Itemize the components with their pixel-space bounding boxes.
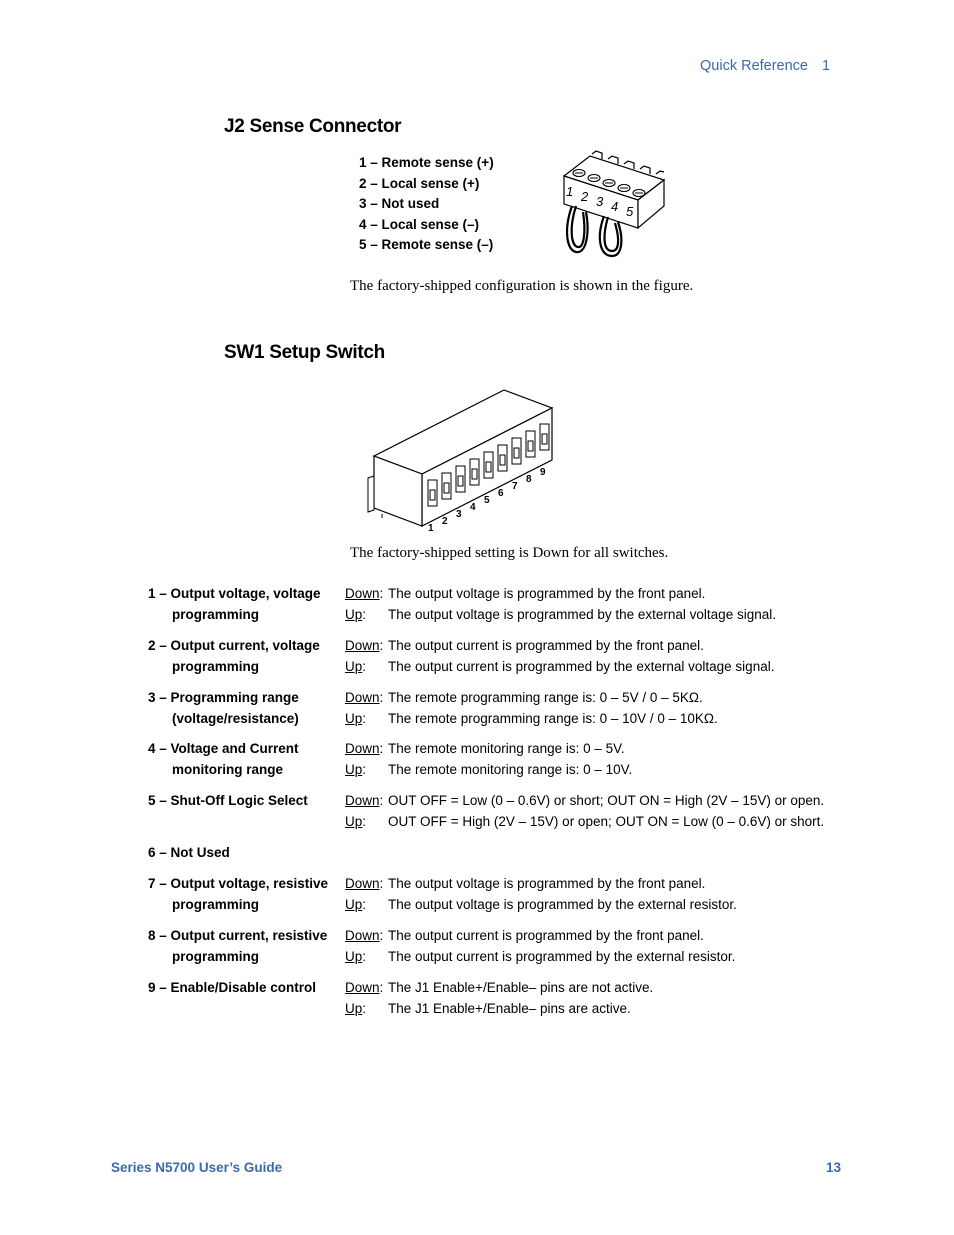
sw1-switch-figure: [364, 386, 564, 534]
j2-pin-4: 4 – Local sense (–): [359, 216, 480, 232]
j2-figure-number-5: 5: [626, 204, 634, 219]
j2-figure-number-4: 4: [611, 199, 619, 214]
sw1-title: SW1 Setup Switch: [224, 342, 385, 363]
switch-label-line2: monitoring range: [172, 761, 283, 777]
up-text: OUT OFF = High (2V – 15V) or open; OUT ON = Low (0 – 0.6V) or short.: [388, 813, 825, 829]
down-key: Down: [345, 638, 380, 653]
j2-figure-number-2: 2: [581, 189, 589, 204]
header-chapter: 1: [822, 58, 831, 74]
sw1-figure-number-3: 3: [456, 509, 462, 520]
down-key: Down: [345, 586, 380, 601]
j2-title: J2 Sense Connector: [224, 116, 402, 137]
up-key: Up: [345, 813, 363, 829]
j2-pin-3: 3 – Not used: [359, 196, 440, 211]
up-text: The remote monitoring range is: 0 – 10V.: [388, 761, 633, 777]
switch-label-line1: 6 – Not Used: [148, 845, 230, 860]
down-key: Down: [345, 876, 380, 891]
up-text: The output voltage is programmed by the external voltage signal.: [388, 606, 776, 622]
switch-label-line1: 8 – Output current, resistive: [148, 928, 328, 943]
j2-pin-list: [359, 153, 494, 256]
up-text: The J1 Enable+/Enable– pins are active.: [388, 1000, 631, 1016]
switch-description: Down: The output voltage is programmed by the front panel. Up: The output voltage is programmed by the external resistor.: [345, 874, 845, 915]
switch-label: [148, 688, 338, 729]
switch-label-line2: (voltage/resistance): [172, 710, 299, 726]
up-key: Up: [345, 606, 363, 622]
switch-label-line1: 7 – Output voltage, resistive: [148, 876, 329, 891]
switch-label: [148, 636, 338, 677]
switch-label: [148, 791, 338, 812]
switch-label: [148, 739, 338, 780]
j2-pin-5: 5 – Remote sense (–): [359, 237, 494, 252]
switch-label: [148, 926, 338, 967]
down-text: The output voltage is programmed by the front panel.: [388, 876, 706, 891]
switch-label-line1: 2 – Output current, voltage: [148, 638, 320, 653]
down-text: The output voltage is programmed by the front panel.: [388, 586, 706, 601]
switch-label-line1: 5 – Shut-Off Logic Select: [148, 793, 308, 808]
switch-label-line2: programming: [172, 606, 260, 622]
switch-description: Down: The output voltage is programmed by the front panel. Up: The output voltage is programmed by the external voltage signal.: [345, 584, 845, 625]
down-text: The output current is programmed by the front panel.: [388, 928, 704, 943]
sw1-figure-number-4: 4: [470, 502, 476, 513]
down-key: Down: [345, 741, 380, 756]
down-key: Down: [345, 928, 380, 943]
down-text: The remote monitoring range is: 0 – 5V.: [388, 741, 625, 756]
up-text: The output current is programmed by the external voltage signal.: [388, 658, 775, 674]
running-header: [700, 58, 850, 74]
switch-label-line1: 3 – Programming range: [148, 690, 299, 705]
j2-pin-2: 2 – Local sense (+): [359, 175, 480, 191]
down-key: Down: [345, 793, 380, 808]
down-key: Down: [345, 690, 380, 705]
down-text: The remote programming range is: 0 – 5V / 0 – 5KΩ.: [388, 690, 703, 705]
switch-description: Down: The remote monitoring range is: 0 – 5V. Up: The remote monitoring range is: 0 – 10V.: [345, 739, 845, 780]
sw1-figure-number-2: 2: [442, 516, 448, 527]
switch-label: [148, 978, 338, 999]
j2-note: The factory-shipped configuration is shown in the figure.: [350, 278, 694, 294]
down-text: The output current is programmed by the front panel.: [388, 638, 704, 653]
switch-description: Down: The output current is programmed by the front panel. Up: The output current is programmed by the external resistor.: [345, 926, 845, 967]
switch-description: Down: OUT OFF = Low (0 – 0.6V) or short; OUT ON = High (2V – 15V) or open. Up: OUT OFF = High (2V – 15V) or open; OUT ON = Low (0 – 0.6V) or short.: [345, 791, 845, 832]
up-text: The output voltage is programmed by the external resistor.: [388, 896, 737, 912]
up-text: The remote programming range is: 0 – 10V / 0 – 10KΩ.: [388, 710, 718, 726]
sw1-note: The factory-shipped setting is Down for all switches.: [350, 545, 669, 561]
footer-page-number: 13: [826, 1160, 842, 1175]
up-key: Up: [345, 710, 363, 726]
down-text: The J1 Enable+/Enable– pins are not active.: [388, 980, 654, 995]
down-text: OUT OFF = Low (0 – 0.6V) or short; OUT ON = High (2V – 15V) or open.: [388, 793, 825, 808]
switch-label: [148, 874, 338, 915]
switch-label-line2: programming: [172, 948, 260, 964]
switch-label-line2: programming: [172, 658, 260, 674]
sw1-figure-number-8: 8: [526, 474, 532, 485]
up-key: Up: [345, 761, 363, 777]
switch-description: Down: The output current is programmed by the front panel. Up: The output current is programmed by the external voltage signal.: [345, 636, 845, 677]
footer-guide-title: Series N5700 User’s Guide: [111, 1160, 283, 1175]
switch-label-line2: programming: [172, 896, 260, 912]
switch-label-line1: 1 – Output voltage, voltage: [148, 586, 321, 601]
sw1-figure-number-6: 6: [498, 488, 504, 499]
j2-pin-1: 1 – Remote sense (+): [359, 155, 494, 170]
sw1-figure-number-1: 1: [428, 523, 434, 534]
switch-description: Down: The J1 Enable+/Enable– pins are not active. Up: The J1 Enable+/Enable– pins are active.: [345, 978, 845, 1019]
up-key: Up: [345, 948, 363, 964]
down-key: Down: [345, 980, 380, 995]
up-key: Up: [345, 896, 363, 912]
switch-description: Down: The remote programming range is: 0 – 5V / 0 – 5KΩ. Up: The remote programming range is: 0 – 10V / 0 – 10KΩ.: [345, 688, 845, 729]
j2-connector-figure: [556, 148, 668, 264]
switch-label: [148, 843, 338, 864]
j2-figure-number-1: 1: [566, 184, 574, 199]
sw1-figure-number-9: 9: [540, 467, 546, 478]
sw1-figure-number-5: 5: [484, 495, 490, 506]
up-text: The output current is programmed by the external resistor.: [388, 948, 736, 964]
switch-label: [148, 584, 338, 625]
header-section: Quick Reference: [700, 58, 808, 74]
switch-label-line1: 9 – Enable/Disable control: [148, 980, 317, 995]
up-key: Up: [345, 658, 363, 674]
switch-label-line1: 4 – Voltage and Current: [148, 741, 299, 756]
up-key: Up: [345, 1000, 363, 1016]
j2-figure-number-3: 3: [596, 194, 604, 209]
sw1-figure-number-7: 7: [512, 481, 518, 492]
